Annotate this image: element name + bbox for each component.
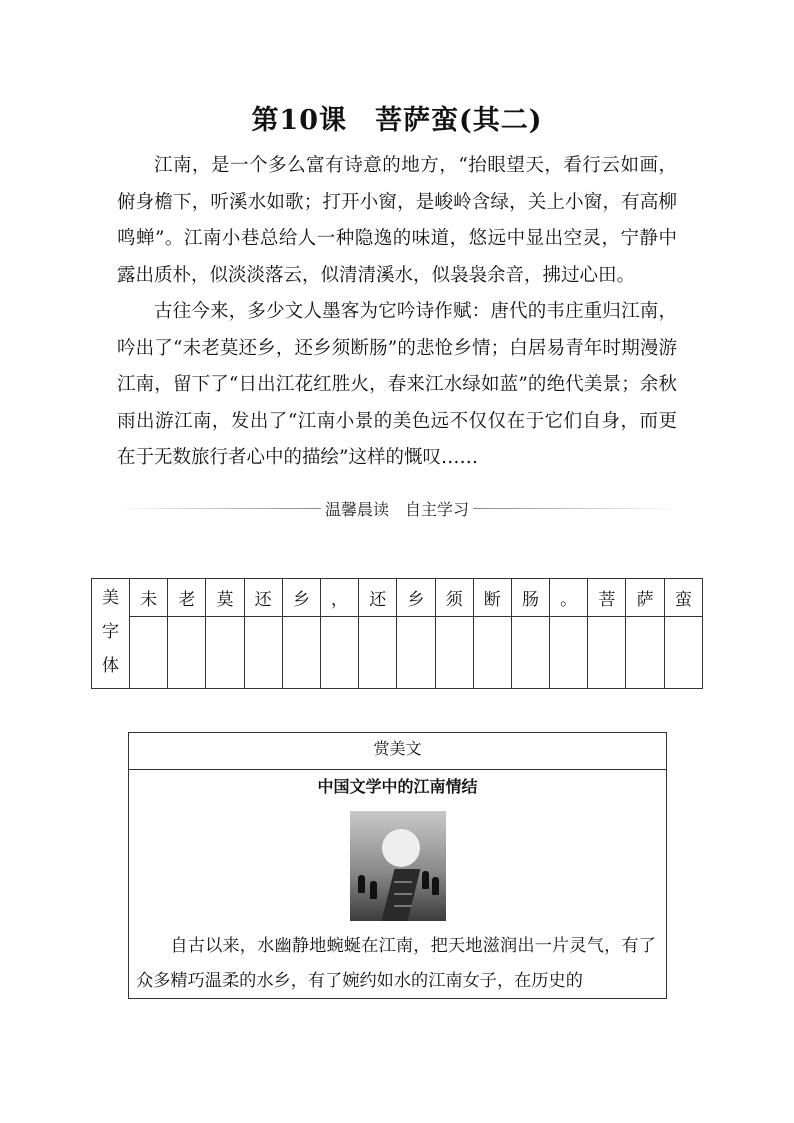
moon-shape	[382, 829, 420, 867]
model-char-cell: ，	[320, 579, 358, 617]
appreciation-header: 赏美文	[129, 733, 666, 770]
model-char-cell: 菩	[588, 579, 626, 617]
divider	[473, 508, 677, 509]
pier-shape	[381, 869, 420, 921]
practice-cell[interactable]	[206, 617, 244, 689]
practice-cell[interactable]	[244, 617, 282, 689]
plank-shape	[394, 881, 412, 883]
practice-cell[interactable]	[359, 617, 397, 689]
practice-cell[interactable]	[282, 617, 320, 689]
practice-cell[interactable]	[397, 617, 435, 689]
model-char-cell: 断	[473, 579, 511, 617]
model-char-cell: 莫	[206, 579, 244, 617]
page-title: 第10课 菩萨蛮(其二)	[251, 105, 543, 136]
side-label-char: 体	[102, 656, 119, 676]
practice-cell[interactable]	[550, 617, 588, 689]
intro-paragraph: 古往今来，多少文人墨客为它吟诗作赋：唐代的韦庄重归江南，吟出了“未老莫还乡，还乡须断肠”的悲怆乡情；白居易青年时期漫游江南，留下了“日出江花红胜火，春来江水绿如蓝”的绝代美景；余秋雨出游江南，发出了“江南小景的美色远不仅仅在于它们自身，而更在于无数旅行者心中的描绘”这样的慨叹……	[117, 301, 677, 468]
practice-cell[interactable]	[511, 617, 549, 689]
side-label-cell	[92, 579, 130, 689]
side-label-char: 字	[102, 622, 119, 642]
appreciation-box	[128, 732, 667, 999]
figure-silhouette	[432, 877, 439, 895]
model-char-cell: 还	[359, 579, 397, 617]
practice-cell[interactable]	[473, 617, 511, 689]
model-char-cell: 萨	[626, 579, 664, 617]
model-char-cell: 须	[435, 579, 473, 617]
practice-cell[interactable]	[664, 617, 702, 689]
article-paragraph: 自古以来，水幽静地蜿蜒在江南，把天地滋润出一片灵气，有了众多精巧温柔的水乡，有了婉约如水的江南女子，在历史的	[136, 936, 656, 991]
plank-shape	[394, 905, 412, 907]
divider	[117, 508, 321, 509]
plank-shape	[394, 893, 412, 895]
model-char-cell: 。	[550, 579, 588, 617]
section-banner-label: 温馨晨读 自主学习	[325, 499, 470, 519]
side-label-char: 美	[102, 588, 119, 608]
practice-cell[interactable]	[320, 617, 358, 689]
model-char-cell: 肠	[511, 579, 549, 617]
figure-silhouette	[422, 871, 429, 889]
intro-paragraph: 江南，是一个多么富有诗意的地方，“抬眼望天，看行云如画，俯身檐下，听溪水如歌；打开小窗，是峻岭含绿，关上小窗，有高柳鸣蝉”。江南小巷总给人一种隐逸的味道，悠远中显出空灵，宁静中露出质朴，似淡淡落云，似清清溪水，似袅袅余音，拂过心田。	[117, 155, 677, 286]
model-char-cell: 乡	[282, 579, 320, 617]
model-char-cell: 未	[130, 579, 168, 617]
article-body	[129, 921, 666, 999]
model-char-cell: 乡	[397, 579, 435, 617]
practice-cell[interactable]	[168, 617, 206, 689]
calligraphy-practice-table	[91, 578, 703, 689]
figure-silhouette	[358, 875, 365, 893]
article-title: 中国文学中的江南情结	[317, 777, 478, 796]
figure-silhouette	[370, 881, 377, 899]
practice-cell[interactable]	[130, 617, 168, 689]
model-char-cell: 还	[244, 579, 282, 617]
section-banner	[117, 495, 677, 521]
moon-bridge-photo	[350, 811, 446, 921]
model-char-cell: 老	[168, 579, 206, 617]
practice-cell[interactable]	[626, 617, 664, 689]
intro-text	[117, 148, 677, 477]
practice-cell[interactable]	[588, 617, 626, 689]
model-char-cell: 蛮	[664, 579, 702, 617]
practice-cell[interactable]	[435, 617, 473, 689]
